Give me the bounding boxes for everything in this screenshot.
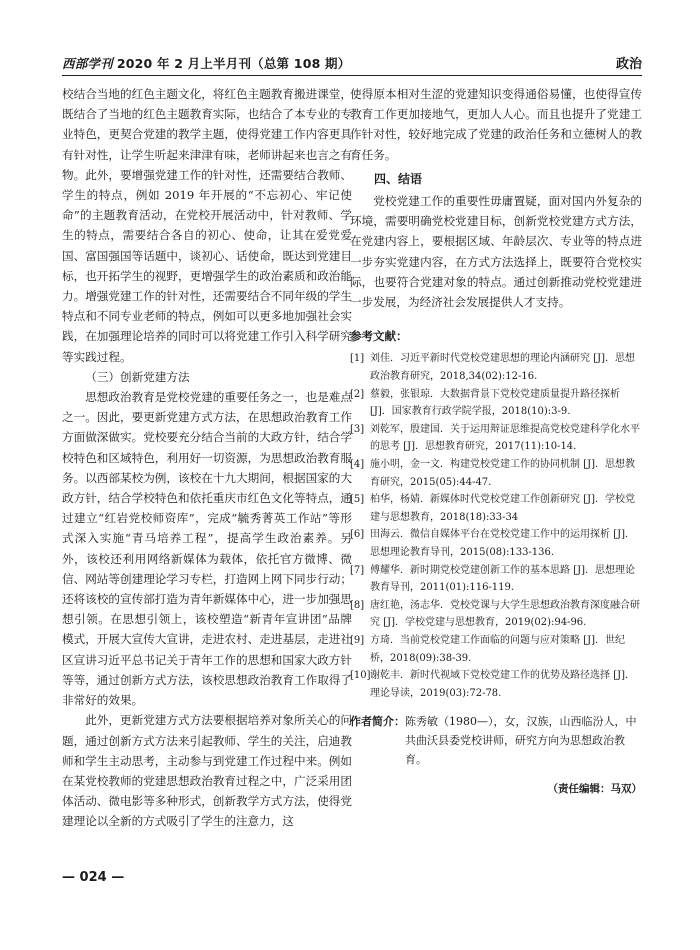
reference-item: [1] 刘佳．习近平新时代党校党建思想的理论内涵研究 [J]．思想政治教育研究，2018,34(02):12-16.: [350, 353, 635, 383]
author-bio: [350, 712, 642, 769]
reference-item: [9] 方琦．当前党校党建工作面临的问题与应对策略 [J]．世纪桥，2018(09):38-39.: [350, 634, 625, 664]
reference-item: [10] 谢乾丰．新时代视域下党校党建工作的优势及路径选择 [J]．理论导读，2019(03):72-78.: [350, 670, 635, 699]
section-heading: 四、结语: [374, 171, 423, 186]
page-number: — 024 —: [62, 870, 125, 885]
issue-info: 2020 年 2 月上半月刊（总第 108 期）: [116, 56, 351, 71]
reference-item: [2] 蔡毅，张银琼．大数据背景下党校党建质量提升路径探析 [J]．国家教育行政学院学报，2018(10):3-9.: [350, 388, 620, 418]
author-bio-text: 陈秀敏（1980—），女，汉族，山西临汾人，中共曲沃县委党校讲师，研究方向为思想政治教育。: [405, 715, 637, 767]
body-paragraph: 党校党建工作的重要性毋庸置疑，面对国内外复杂的环境，需要明确党校党建目标，创新党校党建方式方法，在党建内容上，要根据区域、年龄层次、专业等的特点进一步夯实党建内容，在方式方法选择上，既要符合党校实际，也要符合党建对象的特点。通过创新推动党校党建进一步发展，为经济社会发展提供人才支持。: [350, 194, 642, 310]
journal-name: 西部学刊: [62, 56, 113, 71]
body-paragraph: 校结合当地的红色主题文化，将红色主题教育搬进课堂，既结合了当地的红色主题教育实际，也结合了本专业的专业特色，更契合党建的教学主题，使得党建工作内容更具有针对性，让学生听起来津津有味，老师讲起来也言之有物。此外，要增强党建工作的针对性，还需要结合教师、学生的特点，例如 2019 年开展的“不忘初心、牢记使命”的主题教育活动，在党校开展活动中，针对教师、学生的特点，需要结合各自的初心、使命，让其在爱党爱国、富国强国等话题中，谈初心、话使命，既达到党建目标，也开拓学生的视野，更增强学生的政治素质和政治能力。增强党建工作的针对性，还需要结合不同年级的学生特点和不同专业老师的特点，例如可以更多地加强社会实践，在加强理论培养的同时可以将党建工作引入科学研究等实践过程。: [62, 87, 352, 364]
reference-item: [7] 傅耀华．新时期党校党建创新工作的基本思路 [J]．思想理论教育导刊，2011(01):116-119.: [350, 564, 635, 594]
running-header: [62, 50, 642, 76]
reference-item: [6] 田海云．微信自媒体平台在党校党建工作中的运用探析 [J]．思想理论教育导刊，2015(08):133-136.: [350, 529, 635, 558]
references-heading: 参考文献：: [350, 329, 408, 344]
body-paragraph: 使得原本相对生涩的党建知识变得通俗易懂，也使得宣传教育工作更加接地气，更加人人心。而且也提升了党建工作针对性，较好地完成了党建的政治任务和立德树人的教育任务。: [350, 87, 642, 162]
reference-item: [5] 柏华，杨婧．新媒体时代党校党建工作创新研究 [J]．学校党建与思想教育，2018(18):33-34: [350, 494, 635, 523]
body-paragraph: 思想政治教育是党校党建的重要任务之一，也是难点之一。因此，要更新党建方式方法，在思想政治教育工作方面做深做实。党校要充分结合当前的大政方针，结合学校特色和区域特色，利用好一切资源，为思想政治教育服务。以西部某校为例，该校在十九大期间，根据国家的大政方针，结合学校特色和依托重庆市红色文化等特点，通过建立“红岩党校师资库”，完成“毓秀菁英工作站”等形式深入实施“青马培养工程”，提高学生政治素养。另外，该校还利用网络新媒体为载体，依托官方微博、微信、网站等创建理论学习专栏，打造网上网下同步行动；还将该校的宣传部打造为青年新媒体中心，进一步加强思想引领。在思想引领上，该校塑造“新青年宣讲团”品牌模式，开展大宣传大宣讲，走进农村、走进基层，走进社区宣讲习近平总书记关于青年工作的思想和国家大政方针等等，通过创新方式方法，该校思想政治教育工作取得了非常好的效果。: [62, 390, 352, 708]
section-label: 政治: [615, 57, 642, 72]
references-list: [350, 350, 642, 702]
responsible-editor: （责任编辑：马双）: [547, 783, 642, 796]
reference-item: [8] 唐红艳，汤志华．党校党课与大学生思想政治教育深度融合研究 [J]．学校党建与思想教育，2019(02):94-96.: [350, 599, 640, 629]
right-column: [350, 84, 642, 800]
author-bio-label: 作者简介：: [350, 715, 405, 729]
subsection-heading: （三）创新党建方法: [85, 369, 190, 384]
left-column: [62, 84, 352, 832]
body-paragraph: 此外，更新党建方式方法要根据培养对象所关心的问题，通过创新方式方法来引起教师、学生的关注，启迪教师和学生主动思考，主动参与到党建工作过程中来。例如在某党校教师的党建思想政治教育过程之中，广泛采用团体活动、微电影等多种形式，创新教学方式方法，使得党建理论以全新的方式吸引了学生的注意力，这: [62, 713, 352, 829]
reference-item: [3] 刘乾军，殷建国．关于运用辩证思维提高党校党建科学化水平的思考 [J]．思想教育研究，2017(11):10-14.: [350, 423, 640, 453]
reference-item: [4] 施小明，金一文．构建党校党建工作的协同机制 [J]．思想教育研究，2015(05):44-47.: [350, 459, 635, 488]
header-issue-info: [62, 54, 350, 72]
